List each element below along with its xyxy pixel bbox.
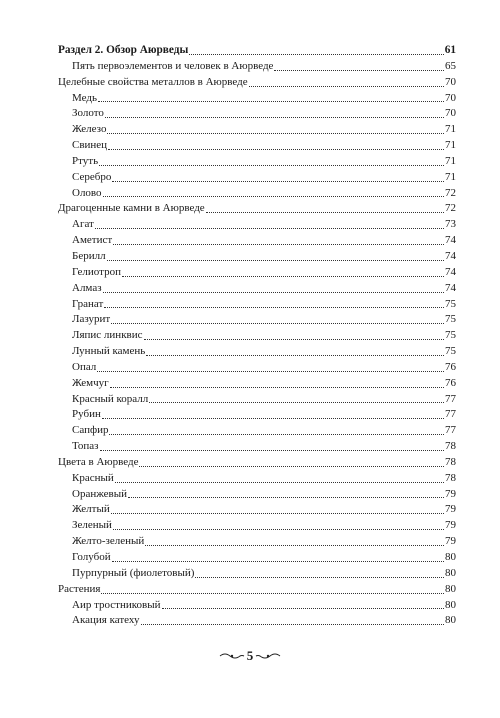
toc-subentry[interactable] [58,281,456,297]
toc-subentry[interactable] [58,344,456,360]
toc-entry-title: Желто-зеленый [72,535,145,548]
dot-leader [107,132,444,134]
toc-entry-page: 75 [445,345,456,358]
toc-subentry[interactable] [58,407,456,423]
toc-entry-title: Аир тростниковый [72,598,161,611]
toc-subentry[interactable] [58,312,456,328]
toc-entry-page: 70 [445,91,456,104]
toc-subentry[interactable] [58,59,456,75]
toc-entry-page: 71 [445,139,456,152]
dot-leader [113,528,444,530]
toc-subentry[interactable] [58,518,456,534]
toc-entry-title: Оранжевый [72,487,128,500]
toc-subentry[interactable] [58,249,456,265]
toc-entry-page: 72 [445,202,456,215]
toc-subentry[interactable] [58,550,456,566]
dot-leader [115,481,444,483]
toc-subentry[interactable] [58,154,456,170]
toc-entry-title: Драгоценные камни в Аюрведе [58,202,205,215]
toc-entry-page: 75 [445,313,456,326]
toc-entry-title: Рубин [72,408,101,421]
toc-entry-title: Берилл [72,249,106,262]
toc-entry-title: Пять первоэлементов и человек в Аюрведе [72,59,274,72]
toc-entry-page: 71 [445,170,456,183]
toc-subentry[interactable] [58,138,456,154]
toc-entry-page: 78 [445,471,456,484]
toc-entry-page: 79 [445,519,456,532]
dot-leader [128,496,444,498]
toc-entry-title: Медь [72,91,97,104]
toc-subentry[interactable] [58,122,456,138]
toc-entry-title: Опал [72,360,97,373]
dot-leader [249,85,444,87]
toc-entry-page: 74 [445,249,456,262]
dot-leader [110,386,444,388]
page-footer [0,648,500,664]
dot-leader [108,148,444,150]
dot-leader [195,576,444,578]
toc-entry-page: 78 [445,455,456,468]
table-of-contents [58,43,456,629]
dot-leader [102,417,444,419]
toc-subentry[interactable] [58,439,456,455]
toc-entry-page: 74 [445,281,456,294]
toc-entry-title: Агат [72,218,94,231]
toc-entry-page: 71 [445,154,456,167]
page-number: 5 [246,648,254,663]
ornament-left-icon [219,652,245,660]
toc-entry-title: Золото [72,107,104,120]
toc-subentry[interactable] [58,328,456,344]
toc-entry-title: Ртуть [72,154,99,167]
toc-entry-title: Целебные свойства металлов в Аюрведе [58,75,248,88]
toc-entry-title: Гелиотроп [72,265,121,278]
toc-entry-page: 71 [445,123,456,136]
dot-leader [97,370,444,372]
toc-subentry[interactable] [58,534,456,550]
toc-entry-title: Желтый [72,503,110,516]
toc-entry-page: 80 [445,614,456,627]
toc-entry-page: 79 [445,535,456,548]
toc-subentry[interactable] [58,502,456,518]
dot-leader [103,291,444,293]
dot-leader [274,69,444,71]
toc-entry-title: Лазурит [72,313,111,326]
dot-leader [105,116,444,118]
toc-entry-page: 61 [444,44,456,56]
toc-subentry[interactable] [58,297,456,313]
toc-entry-title: Алмаз [72,281,102,294]
toc-subentry[interactable] [58,566,456,582]
toc-section-entry[interactable] [58,455,456,471]
toc-entry-title: Цвета в Аюрведе [58,455,139,468]
toc-entry-page: 80 [445,566,456,579]
toc-entry-page: 70 [445,107,456,120]
toc-section-entry[interactable] [58,43,456,59]
toc-subentry[interactable] [58,106,456,122]
toc-entry-title: Ляпис линквис [72,329,143,342]
toc-entry-title: Красный [72,471,114,484]
dot-leader [103,195,444,197]
toc-subentry[interactable] [58,360,456,376]
dot-leader [162,607,444,609]
dot-leader [112,180,444,182]
ornament-right-icon [255,652,281,660]
toc-entry-page: 76 [445,360,456,373]
toc-entry-page: 79 [445,503,456,516]
toc-entry-title: Свинец [72,139,108,152]
toc-entry-title: Аметист [72,234,113,247]
toc-subentry[interactable] [58,487,456,503]
dot-leader [146,354,444,356]
toc-entry-page: 75 [445,297,456,310]
dot-leader [122,275,444,277]
dot-leader [139,465,444,467]
toc-entry-title: Акация катеху [72,614,140,627]
toc-entry-page: 78 [445,440,456,453]
toc-entry-page: 65 [445,59,456,72]
dot-leader [109,433,444,435]
toc-entry-page: 77 [445,392,456,405]
dot-leader [99,164,444,166]
toc-subentry[interactable] [58,376,456,392]
toc-entry-title: Красный коралл [72,392,149,405]
dot-leader [111,322,444,324]
dot-leader [104,306,444,308]
dot-leader [95,227,444,229]
toc-subentry[interactable] [58,217,456,233]
toc-entry-title: Серебро [72,170,112,183]
toc-subentry[interactable] [58,265,456,281]
toc-section-entry[interactable] [58,582,456,598]
toc-entry-title: Растения [58,582,101,595]
toc-entry-title: Зеленый [72,519,112,532]
toc-entry-page: 72 [445,186,456,199]
toc-entry-page: 80 [445,598,456,611]
toc-entry-page: 70 [445,75,456,88]
dot-leader [111,512,444,514]
toc-subentry[interactable] [58,170,456,186]
toc-entry-page: 79 [445,487,456,500]
toc-subentry[interactable] [58,423,456,439]
toc-entry-page: 77 [445,408,456,421]
toc-entry-page: 74 [445,265,456,278]
toc-subentry[interactable] [58,392,456,408]
toc-entry-page: 80 [445,551,456,563]
toc-entry-page: 77 [445,424,456,437]
toc-entry-title: Жемчуг [72,376,109,389]
toc-entry-page: 74 [445,234,456,247]
toc-entry-title: Олово [72,186,102,199]
toc-entry-page: 76 [445,376,456,389]
dot-leader [206,211,444,213]
dot-leader [107,259,444,261]
toc-entry-title: Сапфир [72,424,109,437]
dot-leader [141,623,445,625]
toc-entry-page: 73 [445,218,456,231]
toc-entry-title: Пурпурный (фиолетовый) [72,566,195,579]
toc-entry-page: 80 [445,582,456,595]
dot-leader [113,243,444,245]
toc-subentry[interactable] [58,186,456,202]
toc-entry-title: Голубой [72,551,111,563]
toc-subentry[interactable] [58,471,456,487]
toc-entry-title: Гранат [72,297,104,310]
dot-leader [144,338,445,340]
dot-leader [149,401,444,403]
toc-subentry[interactable] [58,613,456,629]
toc-entry-page: 75 [445,329,456,342]
dot-leader [100,449,444,451]
toc-section-entry[interactable] [58,75,456,91]
dot-leader [112,560,444,562]
toc-subentry[interactable] [58,91,456,107]
dot-leader [189,53,443,55]
toc-entry-title: Топаз [72,440,99,453]
toc-entry-title: Лунный камень [72,345,146,358]
toc-entry-title: Железо [72,123,107,136]
dot-leader [101,592,444,594]
toc-section-entry[interactable] [58,201,456,217]
dot-leader [145,544,444,546]
toc-entry-title: Раздел 2. Обзор Аюрведы [58,44,189,56]
dot-leader [98,100,444,102]
toc-subentry[interactable] [58,233,456,249]
toc-subentry[interactable] [58,598,456,614]
